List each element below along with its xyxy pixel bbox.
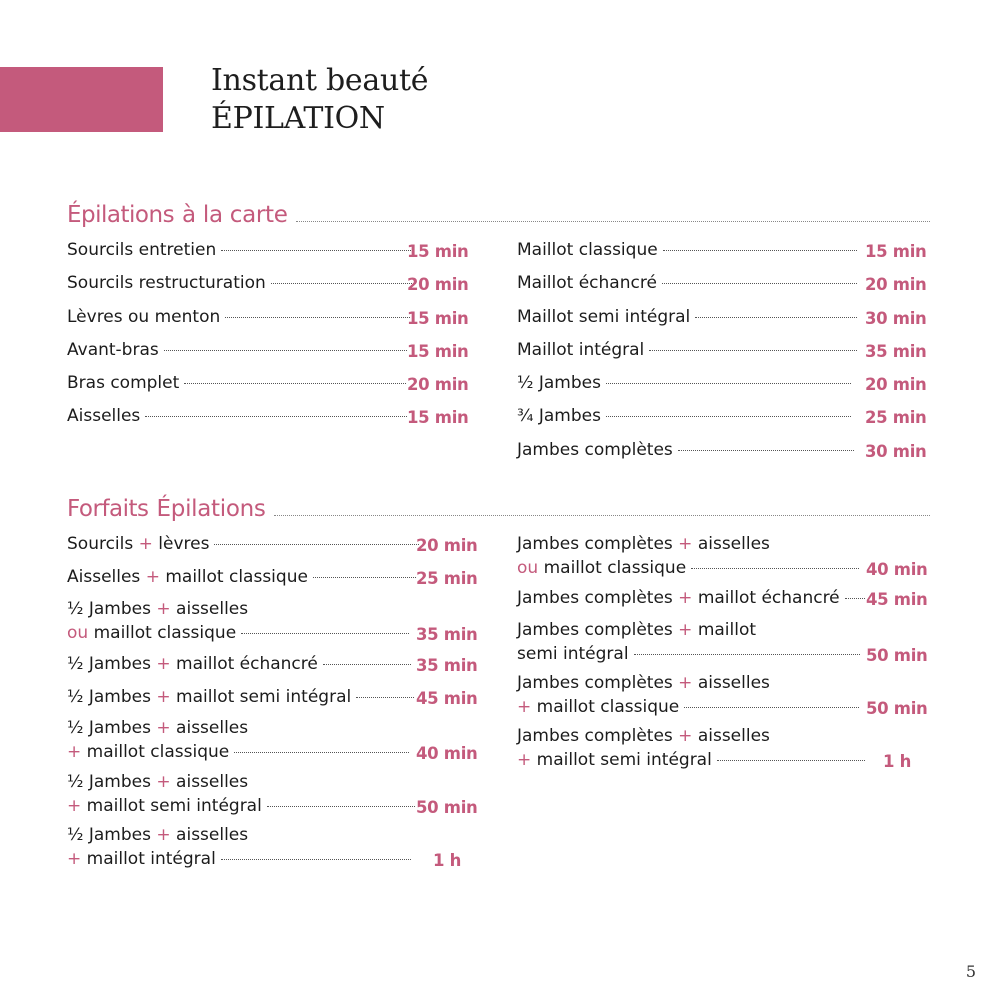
item-part: maillot classique bbox=[536, 697, 680, 717]
item-part: ½ Jambes bbox=[67, 825, 151, 845]
item-duration: 15 min bbox=[407, 408, 469, 427]
plus-sign: + bbox=[67, 849, 82, 869]
dot-leader bbox=[649, 350, 857, 351]
dot-leader bbox=[663, 250, 857, 251]
plus-sign: + bbox=[156, 772, 171, 792]
item-part: lèvres bbox=[158, 534, 210, 554]
page-title bbox=[211, 62, 428, 138]
item-label: Sourcils entretien bbox=[67, 240, 217, 260]
item-label: Maillot semi intégral bbox=[517, 307, 691, 327]
item-part: maillot semi intégral bbox=[536, 750, 712, 770]
dot-leader bbox=[356, 697, 414, 698]
item-duration: 15 min bbox=[407, 309, 469, 328]
item-label: ¾ Jambes bbox=[517, 406, 601, 426]
item-label: Avant-bras bbox=[67, 340, 159, 360]
item-part: maillot classique bbox=[93, 623, 237, 643]
plus-sign: + bbox=[156, 718, 171, 738]
dot-leader bbox=[267, 806, 415, 807]
page-number: 5 bbox=[965, 962, 976, 981]
or-word: ou bbox=[67, 623, 89, 643]
plus-sign: + bbox=[156, 687, 171, 707]
item-duration: 20 min bbox=[407, 275, 469, 294]
dot-leader bbox=[717, 760, 865, 761]
item-duration: 20 min bbox=[865, 375, 927, 394]
plus-sign: + bbox=[67, 796, 82, 816]
section-rule bbox=[296, 221, 930, 222]
dot-leader bbox=[695, 317, 857, 318]
item-duration: 35 min bbox=[416, 656, 478, 675]
dot-leader bbox=[225, 317, 410, 318]
item-part: maillot classique bbox=[86, 742, 230, 762]
dot-leader bbox=[241, 633, 409, 634]
title-line-2: ÉPILATION bbox=[211, 101, 385, 136]
item-label: Lèvres ou menton bbox=[67, 307, 221, 327]
section-title-light: Épilations bbox=[67, 202, 175, 228]
section-title-light: Forfaits bbox=[67, 496, 149, 522]
dot-leader bbox=[184, 383, 406, 384]
dot-leader bbox=[678, 450, 854, 451]
item-duration: 25 min bbox=[416, 569, 478, 588]
item-duration: 50 min bbox=[416, 798, 478, 817]
item-label: Jambes complètes bbox=[517, 440, 673, 460]
dot-leader bbox=[634, 654, 860, 655]
item-part: ½ Jambes bbox=[67, 718, 151, 738]
item-duration: 30 min bbox=[865, 309, 927, 328]
plus-sign: + bbox=[678, 534, 693, 554]
plus-sign: + bbox=[678, 620, 693, 640]
dot-leader bbox=[606, 383, 851, 384]
section-title-carte bbox=[67, 202, 930, 228]
plus-sign: + bbox=[67, 742, 82, 762]
plus-sign: + bbox=[156, 654, 171, 674]
item-part: semi intégral bbox=[517, 644, 629, 664]
item-part: ½ Jambes bbox=[67, 772, 151, 792]
item-label: Maillot échancré bbox=[517, 273, 657, 293]
item-part: maillot semi intégral bbox=[176, 687, 352, 707]
item-duration: 20 min bbox=[416, 536, 478, 555]
item-part: aisselles bbox=[176, 718, 249, 738]
item-duration: 50 min bbox=[866, 699, 928, 718]
item-part: ½ Jambes bbox=[67, 599, 151, 619]
item-duration: 35 min bbox=[416, 625, 478, 644]
dot-leader bbox=[691, 568, 859, 569]
dot-leader bbox=[164, 350, 407, 351]
dot-leader bbox=[221, 859, 411, 860]
section-rule bbox=[274, 515, 930, 516]
item-label: Aisselles bbox=[67, 406, 141, 426]
item-part: maillot échancré bbox=[176, 654, 318, 674]
item-label: Sourcils restructuration bbox=[67, 273, 266, 293]
item-part: aisselles bbox=[697, 534, 770, 554]
plus-sign: + bbox=[138, 534, 153, 554]
item-part: aisselles bbox=[176, 772, 249, 792]
item-part: aisselles bbox=[697, 726, 770, 746]
title-line-1: Instant beauté bbox=[211, 63, 429, 98]
item-part: Sourcils bbox=[67, 534, 134, 554]
item-part: Jambes complètes bbox=[517, 534, 673, 554]
item-part: aisselles bbox=[176, 599, 249, 619]
item-part: maillot échancré bbox=[697, 588, 840, 608]
item-label: Maillot intégral bbox=[517, 340, 645, 360]
item-part: Jambes complètes bbox=[517, 673, 673, 693]
item-part: maillot semi intégral bbox=[86, 796, 262, 816]
item-duration: 15 min bbox=[407, 342, 469, 361]
item-part: Jambes complètes bbox=[517, 620, 673, 640]
item-duration: 1 h bbox=[433, 851, 462, 870]
item-duration: 45 min bbox=[866, 590, 928, 609]
plus-sign: + bbox=[678, 673, 693, 693]
item-duration: 40 min bbox=[866, 560, 928, 579]
dot-leader bbox=[271, 283, 416, 284]
item-part: maillot classique bbox=[165, 567, 308, 587]
dot-leader bbox=[234, 752, 409, 753]
plus-sign: + bbox=[517, 697, 532, 717]
item-duration: 35 min bbox=[865, 342, 927, 361]
item-duration: 20 min bbox=[865, 275, 927, 294]
section-title-strong: Épilations bbox=[156, 496, 266, 522]
item-label: Maillot classique bbox=[517, 240, 658, 260]
item-duration: 25 min bbox=[865, 408, 927, 427]
item-part: Jambes complètes bbox=[517, 726, 673, 746]
item-part: Aisselles bbox=[67, 567, 141, 587]
dot-leader bbox=[845, 598, 865, 599]
item-part: aisselles bbox=[176, 825, 249, 845]
dot-leader bbox=[313, 577, 416, 578]
item-duration: 45 min bbox=[416, 689, 478, 708]
plus-sign: + bbox=[156, 599, 171, 619]
item-part: ½ Jambes bbox=[67, 654, 151, 674]
accent-bar bbox=[0, 67, 163, 132]
dot-leader bbox=[606, 416, 851, 417]
item-duration: 15 min bbox=[407, 242, 469, 261]
plus-sign: + bbox=[517, 750, 532, 770]
plus-sign: + bbox=[678, 726, 693, 746]
item-label: ½ Jambes bbox=[517, 373, 601, 393]
plus-sign: + bbox=[156, 825, 171, 845]
or-word: ou bbox=[517, 558, 539, 578]
item-part: Jambes complètes bbox=[517, 588, 673, 608]
item-label: Bras complet bbox=[67, 373, 180, 393]
item-duration: 1 h bbox=[883, 752, 912, 771]
dot-leader bbox=[214, 544, 419, 545]
dot-leader bbox=[145, 416, 407, 417]
item-part: maillot intégral bbox=[86, 849, 216, 869]
dot-leader bbox=[684, 707, 859, 708]
item-duration: 30 min bbox=[865, 442, 927, 461]
section-title-forfaits bbox=[67, 496, 930, 522]
plus-sign: + bbox=[145, 567, 160, 587]
item-duration: 40 min bbox=[416, 744, 478, 763]
dot-leader bbox=[221, 250, 411, 251]
item-part: aisselles bbox=[697, 673, 770, 693]
item-duration: 50 min bbox=[866, 646, 928, 665]
section-title-strong: à la carte bbox=[182, 202, 288, 228]
plus-sign: + bbox=[678, 588, 693, 608]
item-duration: 15 min bbox=[865, 242, 927, 261]
item-duration: 20 min bbox=[407, 375, 469, 394]
dot-leader bbox=[662, 283, 857, 284]
dot-leader bbox=[323, 664, 411, 665]
item-part: maillot bbox=[697, 620, 757, 640]
item-part: maillot classique bbox=[543, 558, 687, 578]
item-part: ½ Jambes bbox=[67, 687, 151, 707]
